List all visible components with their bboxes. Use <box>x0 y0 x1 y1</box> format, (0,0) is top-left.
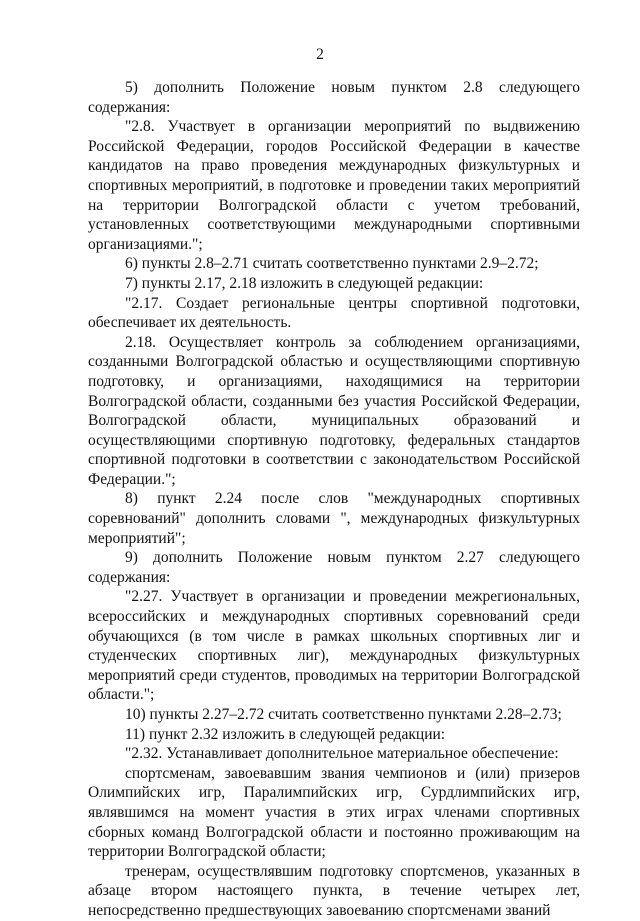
paragraph-item-5: 5) дополнить Положение новым пунктом 2.8 следующего содержания: <box>88 79 580 116</box>
paragraph-point-2-18: 2.18. Осуществляет контроль за соблюдением организациями, созданными Волгоградской областью и осуществляющими спортивную подготовку, и организациями, находящимися на территории Волгоградской области, созданными без участия Российской Федерации, Волгоградской области, муниципальных образований и осуществляющими спортивную подготовку, федеральных стандартов спортивной подготовки в соответствии с законодательством Российской Федерации."; <box>88 333 580 488</box>
paragraph-item-9: 9) дополнить Положение новым пунктом 2.27 следующего содержания: <box>88 549 580 586</box>
paragraph-item-11: 11) пункт 2.32 изложить в следующей редакции: <box>125 725 446 743</box>
paragraph-point-2-8: "2.8. Участвует в организации мероприятий по выдвижению Российской Федерации, городов Российской Федерации в качестве кандидатов на право проведения международных физкультурных и спортивных мероприятий, в подготовке и проведении таких мероприятий на территории Волгоградской области с учетом требований, установленных соответствующими международными спортивными организациями."; <box>88 118 580 253</box>
paragraph-item-10: 10) пункты 2.27–2.72 считать соответственно пунктами 2.28–2.73; <box>125 706 562 723</box>
paragraph-point-2-27: "2.27. Участвует в организации и проведении межрегиональных, всероссийских и международных спортивных соревнований среди обучающихся (в том числе в рамках школьных спортивных лиг и студенческих спортивных лиг), международных физкультурных мероприятий среди студентов, проводимых на территории Волгоградской области."; <box>88 588 580 704</box>
paragraph-coaches: тренерам, осуществлявшим подготовку спортсменов, указанных в абзаце втором настоящего пункта, в течение четырех лет, непосредственно предшествующих завоеванию спортсменами званий <box>88 862 580 919</box>
paragraph-point-2-32: "2.32. Устанавливает дополнительное материальное обеспечение: <box>125 745 559 763</box>
page-number: 2 <box>316 46 324 63</box>
paragraph-athletes: спортсменам, завоевавшим звания чемпионов и (или) призеров Олимпийских игр, Паралимпийских игр, Сурдлимпийских игр, являвшимся на момент участия в этих играх членами спортивных сборных команд Волгоградской области и постоянно проживающим на территории Волгоградской области; <box>88 764 580 861</box>
paragraph-item-6: 6) пункты 2.8–2.71 считать соответственно пунктами 2.9–2.72; <box>125 255 539 273</box>
paragraph-item-7: 7) пункты 2.17, 2.18 изложить в следующей редакции: <box>125 274 484 292</box>
paragraph-point-2-17: "2.17. Создает региональные центры спортивной подготовки, обеспечивает их деятельность. <box>88 294 580 332</box>
document-body <box>88 78 580 921</box>
paragraph-item-8: 8) пункт 2.24 после слов "международных спортивных соревнований" дополнить словами ", международных физкультурных мероприятий"; <box>88 490 580 547</box>
